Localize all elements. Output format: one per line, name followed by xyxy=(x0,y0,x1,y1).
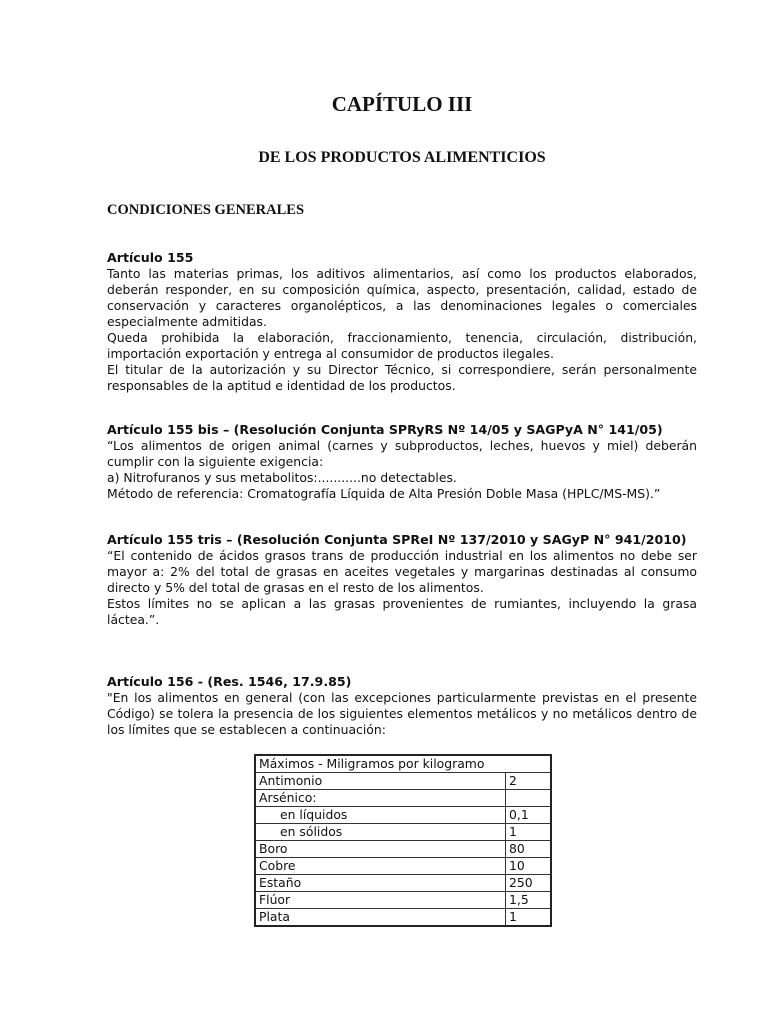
element-name-cell: Plata xyxy=(255,909,506,927)
article-156 xyxy=(107,674,697,738)
table-row xyxy=(255,824,551,841)
table-header-cell: Máximos - Miligramos por kilogramo xyxy=(255,755,551,773)
chapter-title: CAPÍTULO III xyxy=(331,92,473,116)
element-name-cell: en sólidos xyxy=(255,824,506,841)
element-value-cell: 250 xyxy=(506,875,552,892)
element-value-cell: 2 xyxy=(506,773,552,790)
element-name-cell: Flúor xyxy=(255,892,506,909)
article-paragraph: Método de referencia: Cromatografía Líquida de Alta Presión Doble Masa (HPLC/MS-MS).” xyxy=(107,486,661,501)
article-paragraph: “Los alimentos de origen animal (carnes y subproductos, leches, huevos y miel) deberán cumplir con la siguiente exigencia: xyxy=(107,438,697,469)
article-paragraph: Queda prohibida la elaboración, fraccionamiento, tenencia, circulación, distribución, importación exportación y entrega al consumidor de productos ilegales. xyxy=(107,330,697,361)
article-paragraph: "En los alimentos en general (con las excepciones particularmente previstas en el presente Código) se tolera la presencia de los siguientes elementos metálicos y no metálicos dentro de los límites que se establecen a continuación: xyxy=(107,690,697,737)
element-value-cell: 80 xyxy=(506,841,552,858)
article-paragraph: Estos límites no se aplican a las grasas provenientes de rumiantes, incluyendo la grasa láctea.”. xyxy=(107,596,697,627)
element-value-cell xyxy=(506,790,552,807)
table-row xyxy=(255,841,551,858)
element-name-cell: Cobre xyxy=(255,858,506,875)
element-value-cell: 10 xyxy=(506,858,552,875)
table-row xyxy=(255,875,551,892)
table-row xyxy=(255,858,551,875)
element-value-cell: 0,1 xyxy=(506,807,552,824)
element-name-cell: Arsénico: xyxy=(255,790,506,807)
table-row xyxy=(255,790,551,807)
element-value-cell: 1 xyxy=(506,909,552,927)
element-name-cell: Antimonio xyxy=(255,773,506,790)
article-heading: Artículo 156 - (Res. 1546, 17.9.85) xyxy=(107,674,352,689)
table-row xyxy=(255,892,551,909)
table-row xyxy=(255,807,551,824)
element-value-cell: 1,5 xyxy=(506,892,552,909)
element-name-cell: en líquidos xyxy=(255,807,506,824)
article-heading: Artículo 155 xyxy=(107,250,194,265)
article-155 xyxy=(107,250,697,394)
article-155-tris xyxy=(107,532,697,628)
article-paragraph: a) Nitrofuranos y sus metabolitos:...........no detectables. xyxy=(107,470,457,485)
element-name-cell: Estaño xyxy=(255,875,506,892)
table-header-row xyxy=(255,755,551,773)
chapter-subtitle: DE LOS PRODUCTOS ALIMENTICIOS xyxy=(258,149,546,166)
article-paragraph: Tanto las materias primas, los aditivos alimentarios, así como los productos elaborados, deberán responder, en su composición química, aspecto, presentación, calidad, estado de conservación y caracteres organolépticos, a las denominaciones legales o comerciales especialmente admitidas. xyxy=(107,266,697,329)
section-title: CONDICIONES GENERALES xyxy=(107,202,305,218)
metals-limits-table xyxy=(254,754,552,927)
article-155-bis xyxy=(107,422,697,502)
article-paragraph: El titular de la autorización y su Director Técnico, si correspondiere, serán personalmente responsables de la aptitud e identidad de los productos. xyxy=(107,362,697,393)
element-value-cell: 1 xyxy=(506,824,552,841)
table-row xyxy=(255,773,551,790)
article-heading: Artículo 155 bis – (Resolución Conjunta SPRyRS Nº 14/05 y SAGPyA N° 141/05) xyxy=(107,422,663,437)
article-heading: Artículo 155 tris – (Resolución Conjunta SPReI Nº 137/2010 y SAGyP N° 941/2010) xyxy=(107,532,687,547)
table-row xyxy=(255,909,551,927)
element-name-cell: Boro xyxy=(255,841,506,858)
article-paragraph: “El contenido de ácidos grasos trans de producción industrial en los alimentos no debe ser mayor a: 2% del total de grasas en aceites vegetales y margarinas destinadas al consumo directo y 5% del total de grasas en el resto de los alimentos. xyxy=(107,548,697,595)
